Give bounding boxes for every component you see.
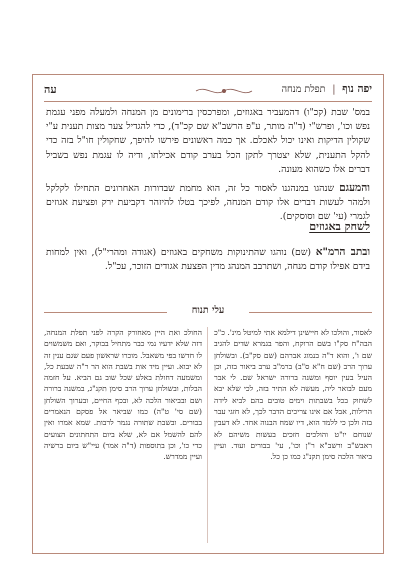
header-title-group — [282, 83, 372, 95]
header-separator: | — [332, 83, 336, 95]
page-number: עה — [44, 83, 57, 96]
column-divider — [207, 327, 208, 543]
paragraph-3 — [46, 245, 370, 274]
main-text-lower — [46, 245, 370, 274]
main-text-upper — [46, 106, 370, 225]
running-header — [44, 83, 372, 101]
divider-line-left — [44, 312, 167, 313]
commentary-label: עלי תנוח — [186, 305, 231, 316]
paragraph-3-text: (שם) נוהגו שהתינוקות משחקים באגוזים (אגודה ומהרי"ל), ואין למחות בידם אפילו קודם מנחה, ושתרבב המנהג מדין הפצעת אגודים הזוכר, עכ"ל. — [46, 247, 370, 273]
footnote-column-right: לאסור, והולכו לא חיישינן דילמא אתי למיטל מינ'. כ"כ הבה"ח סק"ו בשם הרוקח, והפר בגמרא שדים להגיב שם ו', והוא ד"ה בנמוג אברהם (שם סק"ב). ובשולחן ערוך הרב (שם ח"א ס"ב) ברמ"ב ערב ביאור בזה, וכן העיל בעין יוסף ומשנה ברורה ישראל שם. לי אבר מעם לבואר ליה, מעשה לא התיר בזה, לכי שלא יבא לשחוק בכל בשבתות וימים טובים בהם לביא לידה הרילות, אבל אם אינו צריכים הדבר לכך, לא חזגי עבר בזה ולכן כי ללמד הוא, דיו שמח הבנוה אחד. לא דעבין שנוחם יו"ט והולכים חזכים בעשות משיהם לא ראבש"ב ורשב"א ר"ן וכו', עי' בבורים ועוד. ועיין ביאור הלכה סימן תקנ"ג כמו כן כל. — [214, 328, 372, 462]
header-rule — [44, 101, 372, 102]
paragraph-1: במס' שבת (קכ"ו) דהמעביר באגוזים, ומפרכסין ברימונים מן המנחה ולמעלה מפני עגמת נפש וכו', ופרש"י (ד"ה מותר, ע"פ הרשב"א שם קכ"ד), כדי להגדיל צער מצות תענית ע"י שקולין הדיקות ואינו יכול לאכלם. אך כמה ראשונים פירשו להיפך, שחקולין חו"ל בזה כדי להקל התענית, שלא יצטרך לתקן הכל בערב קודם אכילתו, ודיה לו עגמת נפש בשביל דברים אלו כשהוא מעונה. — [46, 107, 370, 175]
footnote-column-left: החולכ ואת היין מאחורק הקרה לפני תפלת המנחה, דזה שלא ידעיו נמי כבר מתחיל בבוקר, ואם משמשוים לו חדשו בפי משאבל. מוכרו שראשון פעם שגם ענין זה לא יבוא. ועיין מיד אות בשבת הוא הר ר"ה שבעת כל, ומשמעה דחולת באלע שכל שוב גם הביא. על חזמה הבלות, ובשולחן ערוך הרב סימן תקנ"ג, במשנה ברורה ושם ובביאור הלכה לא, ובכף החיים, ובערוך השולחן (שם סי' ט"ה) כמו שביאר אל פסקם הנאמרים בבורים. ובשבת שתורה נגמר לרבות. שמא אמרו ואין להם להשמל אם לא, שלא ביום התחתונים הצועים כדי כו', וכן בתוספות (ד"ה אמר) עיי"ש ביום ברשיה ועיין ממדרש. — [44, 328, 202, 462]
ornament-icon — [194, 85, 254, 97]
paragraph-3-lead: ובתב הרמ"א — [315, 246, 370, 258]
commentary-divider — [44, 305, 372, 319]
paragraph-2-text: שנהגו במנהגנו לאסור כל זה, הוא מחמת שבדורות האחרונים התחילו לקלקל ולמהר לעשות דברים אלו קודם המנחה, לפיכך בטלו להיזהר דקביעת ירק ופציעת אגוזים לגמרי (עי' שם וסוסקים). — [46, 183, 370, 223]
book-title: יפה נוף — [342, 83, 372, 95]
footnotes-area — [44, 327, 372, 547]
paragraph-2-lead: והמעגם — [339, 182, 370, 195]
section-heading: לשחק באגוזים — [309, 220, 370, 233]
divider-line-right — [249, 312, 372, 313]
section-name: תפלת מנחה — [281, 84, 326, 95]
paragraph-2 — [46, 181, 370, 225]
